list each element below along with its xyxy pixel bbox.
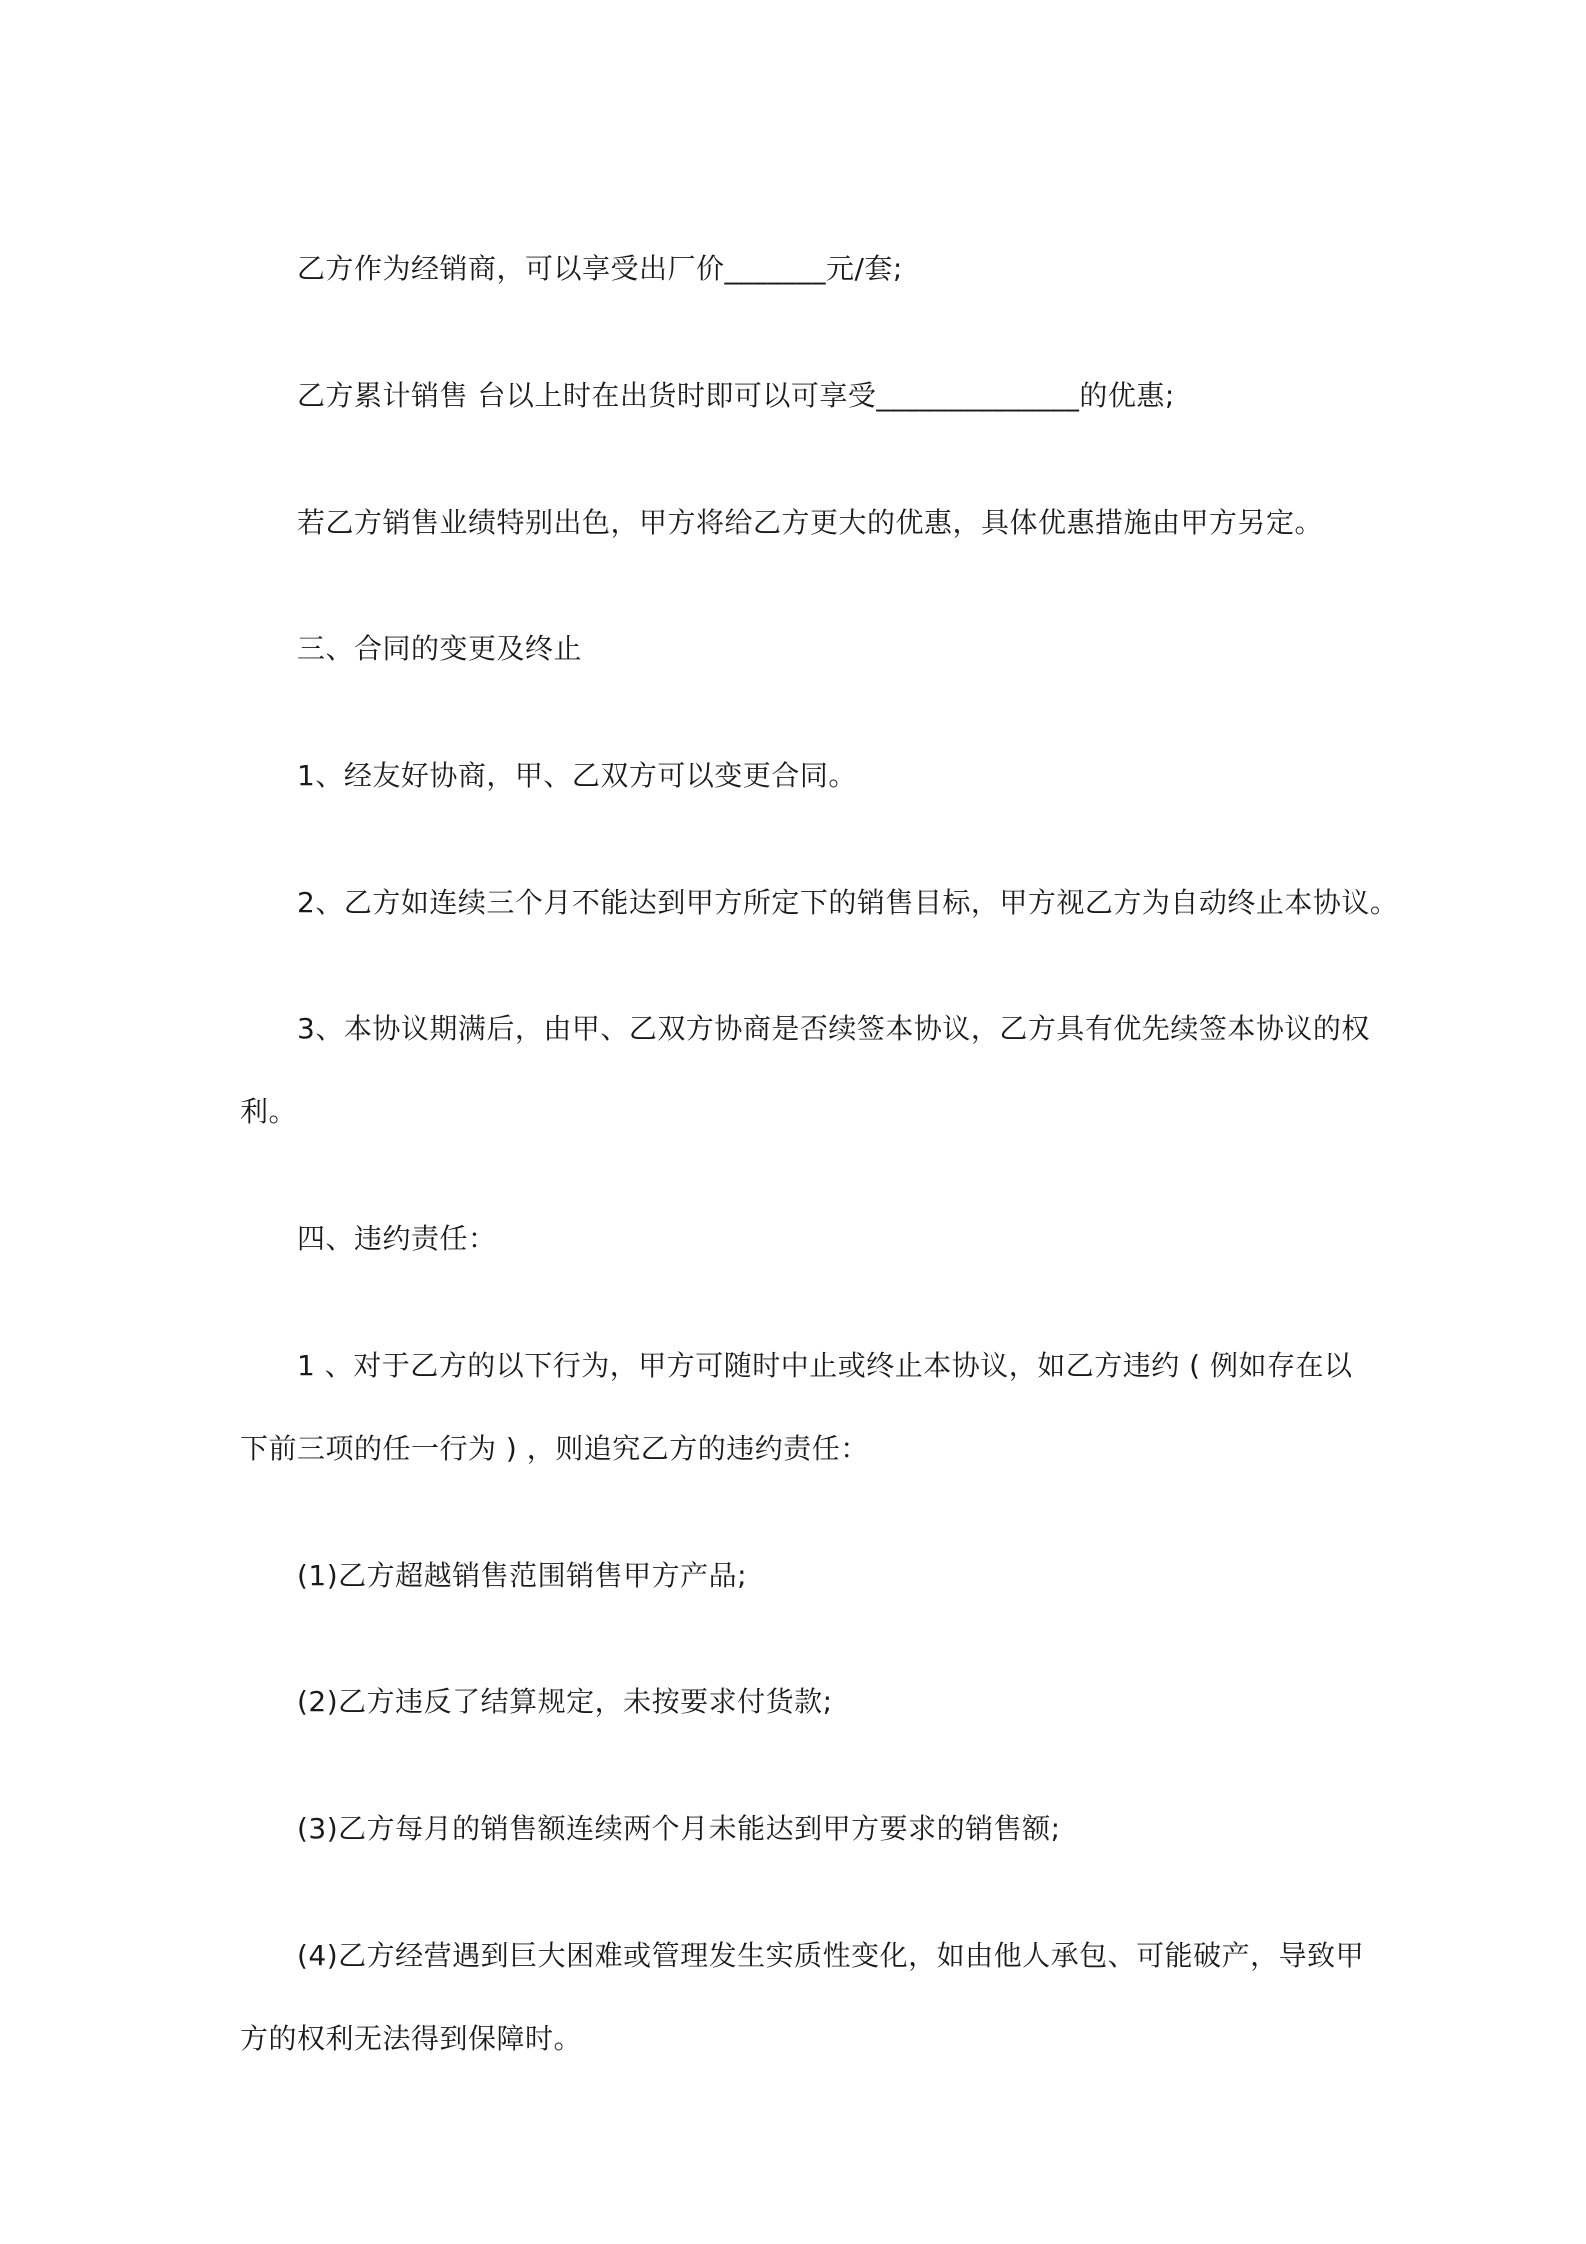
list-item: (3)乙方每月的销售额连续两个月未能达到甲方要求的销售额; — [297, 1812, 1061, 1845]
paragraph-line: 1、经友好协商，甲、乙双方可以变更合同。 — [297, 759, 857, 792]
section-heading: 三、合同的变更及终止 — [297, 632, 583, 665]
paragraph-line: 若乙方销售业绩特别出色，甲方将给乙方更大的优惠，具体优惠措施由甲方另定。 — [297, 506, 1324, 539]
paragraph-line: 2、乙方如连续三个月不能达到甲方所定下的销售目标，甲方视乙方为自动终止本协议。 — [297, 886, 1399, 919]
paragraph-line-continued: 利。 — [240, 1095, 298, 1128]
paragraph-line: 乙方作为经销商，可以享受出厂价_______元/套; — [297, 252, 903, 285]
paragraph-line: 1 、对于乙方的以下行为，甲方可随时中止或终止本协议，如乙方违约 ( 例如存在以 — [297, 1349, 1353, 1382]
list-item-continued: 方的权利无法得到保障时。 — [240, 2022, 583, 2055]
list-item: (1)乙方超越销售范围销售甲方产品; — [297, 1559, 748, 1592]
paragraph-line: 3、本协议期满后，由甲、乙双方协商是否续签本协议，乙方具有优先续签本协议的权 — [297, 1012, 1370, 1045]
paragraph-line-continued: 下前三项的任一行为 ) ，则追究乙方的违约责任： — [240, 1432, 869, 1465]
list-item: (4)乙方经营遇到巨大困难或管理发生实质性变化，如由他人承包、可能破产，导致甲 — [297, 1939, 1365, 1972]
list-item: (2)乙方违反了结算规定，未按要求付货款; — [297, 1685, 833, 1718]
paragraph-line: 乙方累计销售 台以上时在出货时即可以可享受______________的优惠; — [297, 379, 1175, 412]
section-heading: 四、违约责任： — [297, 1222, 497, 1255]
